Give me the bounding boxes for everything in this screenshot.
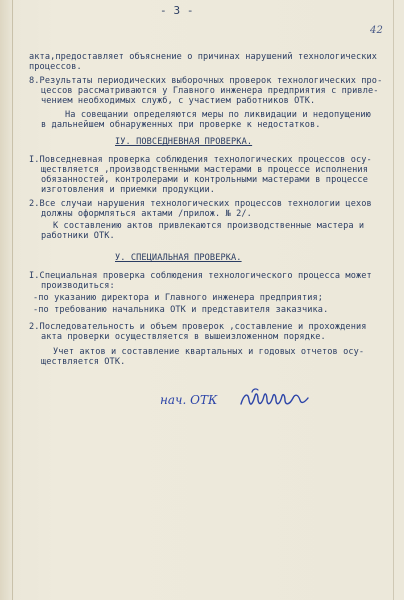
text-line: обязанностей, контролерами и контрольными мастерами в процессе (41, 175, 368, 185)
page-edge-line (393, 0, 394, 600)
text-line: 2.Все случаи нарушения технологических процессов технологии цехов (29, 199, 372, 209)
text-line: ществляется ОТК. (41, 357, 126, 367)
text-line: акта проверки осуществляется в вышеизложенном порядке. (41, 332, 326, 342)
text-line: производиться: (41, 281, 115, 291)
text-line: в дальнейшем обнаруженных при проверке к недостатков. (41, 120, 321, 130)
text-line: процессов. (29, 62, 82, 72)
text-line: К составлению актов привлекаются производственные мастера и (53, 221, 365, 231)
list-item: -по указанию директора и Главного инженера предприятия; (33, 293, 324, 303)
page-number: - 3 - (160, 4, 194, 17)
text-line: работники ОТК. (41, 231, 115, 241)
text-line: I.Повседневная проверка соблюдения технологических процессов осу- (29, 155, 372, 165)
text-line: На совещании определяются меры по ликвидации и недопущению (65, 110, 371, 120)
section-heading: IУ. ПОВСЕДНЕВНАЯ ПРОВЕРКА. (115, 137, 253, 147)
text-line: цессов рассматриваются у Главного инженера предприятия с привле- (41, 86, 379, 96)
text-line: чением необходимых служб, с участием работников ОТК. (41, 96, 316, 106)
signature-mark (238, 386, 318, 412)
text-line: I.Специальная проверка соблюдения технологического процесса может (29, 271, 372, 281)
text-line: изготовления и приемки продукции. (41, 185, 216, 195)
text-line: акта,предоставляет объяснение о причинах нарушений технологических (29, 52, 378, 62)
list-item: -по требованию начальника ОТК и представителя заказчика. (33, 305, 329, 315)
text-line: 2.Последовательность и объем проверок ,составление и прохождения (29, 322, 367, 332)
text-line: Учет актов и составление квартальных и годовых отчетов осу- (53, 347, 365, 357)
text-line: 8.Результаты периодических выборочных проверок технологических про- (29, 76, 383, 86)
text-line: должны оформляться актами /прилож. № 2/. (41, 209, 252, 219)
text-line: ществляется ,производственными мастерами в процессе исполнения (41, 165, 368, 175)
signature-title: нач. ОТК (160, 393, 218, 407)
page-fold-line (12, 0, 13, 600)
section-heading: У. СПЕЦИАЛЬНАЯ ПРОВЕРКА. (115, 253, 242, 263)
archive-number: 42 (370, 25, 383, 36)
